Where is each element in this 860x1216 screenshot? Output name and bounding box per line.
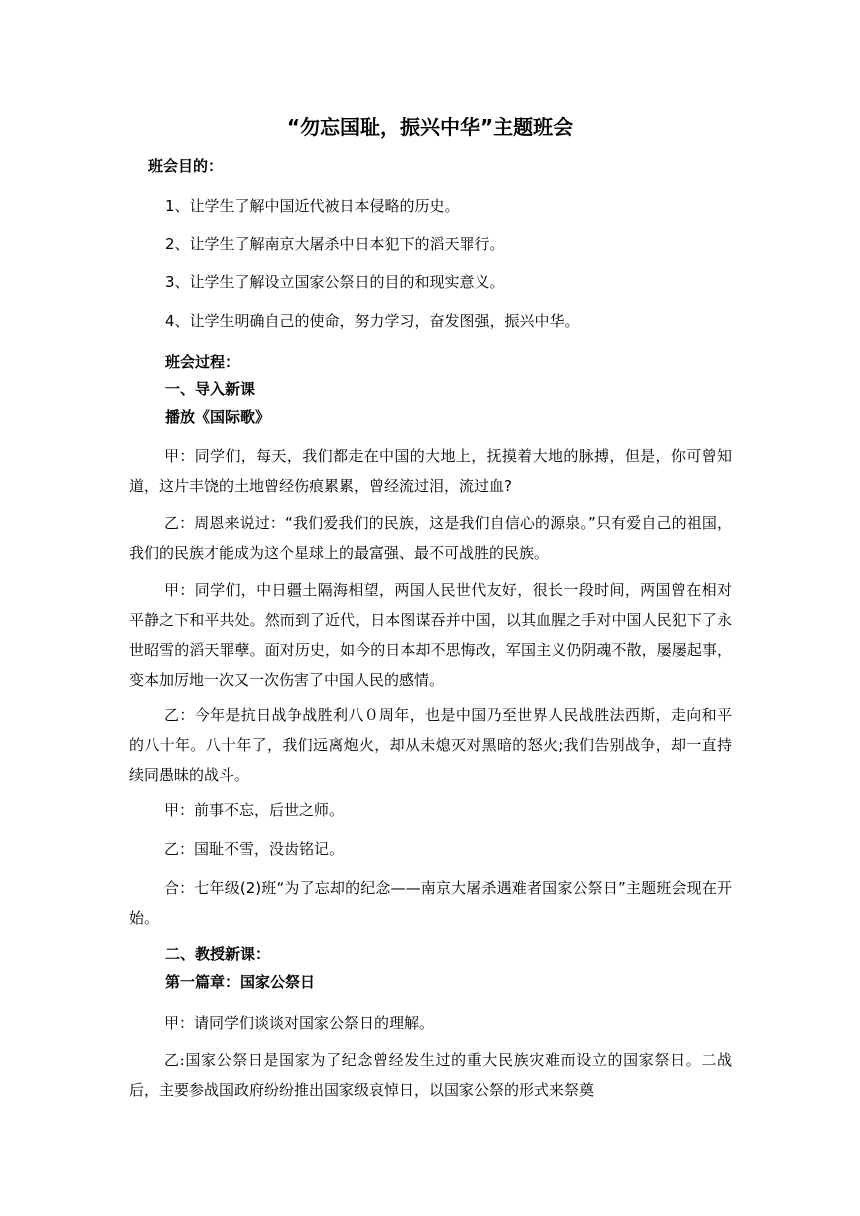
song-heading: 播放《国际歌》 <box>165 408 271 426</box>
dialogue-paragraph: 甲：同学们，每天，我们都走在中国的大地上，抚摸着大地的脉搏，但是，你可曾知道，这片丰饶的土地曾经伤痕累累，曾经流过泪，流过血? <box>129 447 732 495</box>
section1-heading: 一、导入新课 <box>165 380 256 398</box>
purpose-item-1: 1、让学生了解中国近代被日本侵略的历史。 <box>165 197 460 215</box>
section2-heading: 二、教授新课： <box>165 945 271 963</box>
dialogue-paragraph: 甲：前事不忘，后世之师。 <box>164 801 345 819</box>
process-heading: 班会过程： <box>165 353 241 371</box>
dialogue-paragraph: 乙：今年是抗日战争战胜利八０周年，也是中国乃至世界人民战胜法西斯，走向和平的八十年。八十年了，我们远离炮火，却从未熄灭对黑暗的怒火;我们告别战争，却一直持续同愚昧的战斗。 <box>129 706 732 784</box>
dialogue-paragraph: 合：七年级(2)班“为了忘却的纪念——南京大屠杀遇难者国家公祭日”主题班会现在开始。 <box>129 879 732 927</box>
dialogue-paragraph: 乙：国耻不雪，没齿铭记。 <box>164 840 345 858</box>
purpose-item-3: 3、让学生了解设立国家公祭日的目的和现实意义。 <box>165 273 505 291</box>
document-title: “勿忘国耻，振兴中华”主题班会 <box>286 115 574 139</box>
purpose-item-4: 4、让学生明确自己的使命，努力学习，奋发图强，振兴中华。 <box>165 312 580 330</box>
purpose-heading: 班会目的： <box>148 157 224 175</box>
dialogue-paragraph: 乙:国家公祭日是国家为了纪念曾经发生过的重大民族灾难而设立的国家祭日。二战后，主要参战国政府纷纷推出国家级哀悼日，以国家公祭的形式来祭奠 <box>129 1051 732 1099</box>
dialogue-paragraph: 甲：同学们，中日疆土隔海相望，两国人民世代友好，很长一段时间，两国曾在相对平静之下和平共处。然而到了近代，日本图谋吞并中国，以其血腥之手对中国人民犯下了永世昭雪的滔天罪孽。面对历史，如今的日本却不思悔改，军国主义仍阴魂不散，屡屡起事，变本加厉地一次又一次伤害了中国人民的感情。 <box>129 581 732 689</box>
chapter1-heading: 第一篇章：国家公祭日 <box>165 973 316 991</box>
dialogue-paragraph: 甲：请同学们谈谈对国家公祭日的理解。 <box>164 1014 435 1032</box>
dialogue-paragraph: 乙：周恩来说过：“我们爱我们的民族，这是我们自信心的源泉。”只有爱自己的祖国，我们的民族才能成为这个星球上的最富强、最不可战胜的民族。 <box>129 514 732 562</box>
purpose-item-2: 2、让学生了解南京大屠杀中日本犯下的滔天罪行。 <box>165 235 505 253</box>
